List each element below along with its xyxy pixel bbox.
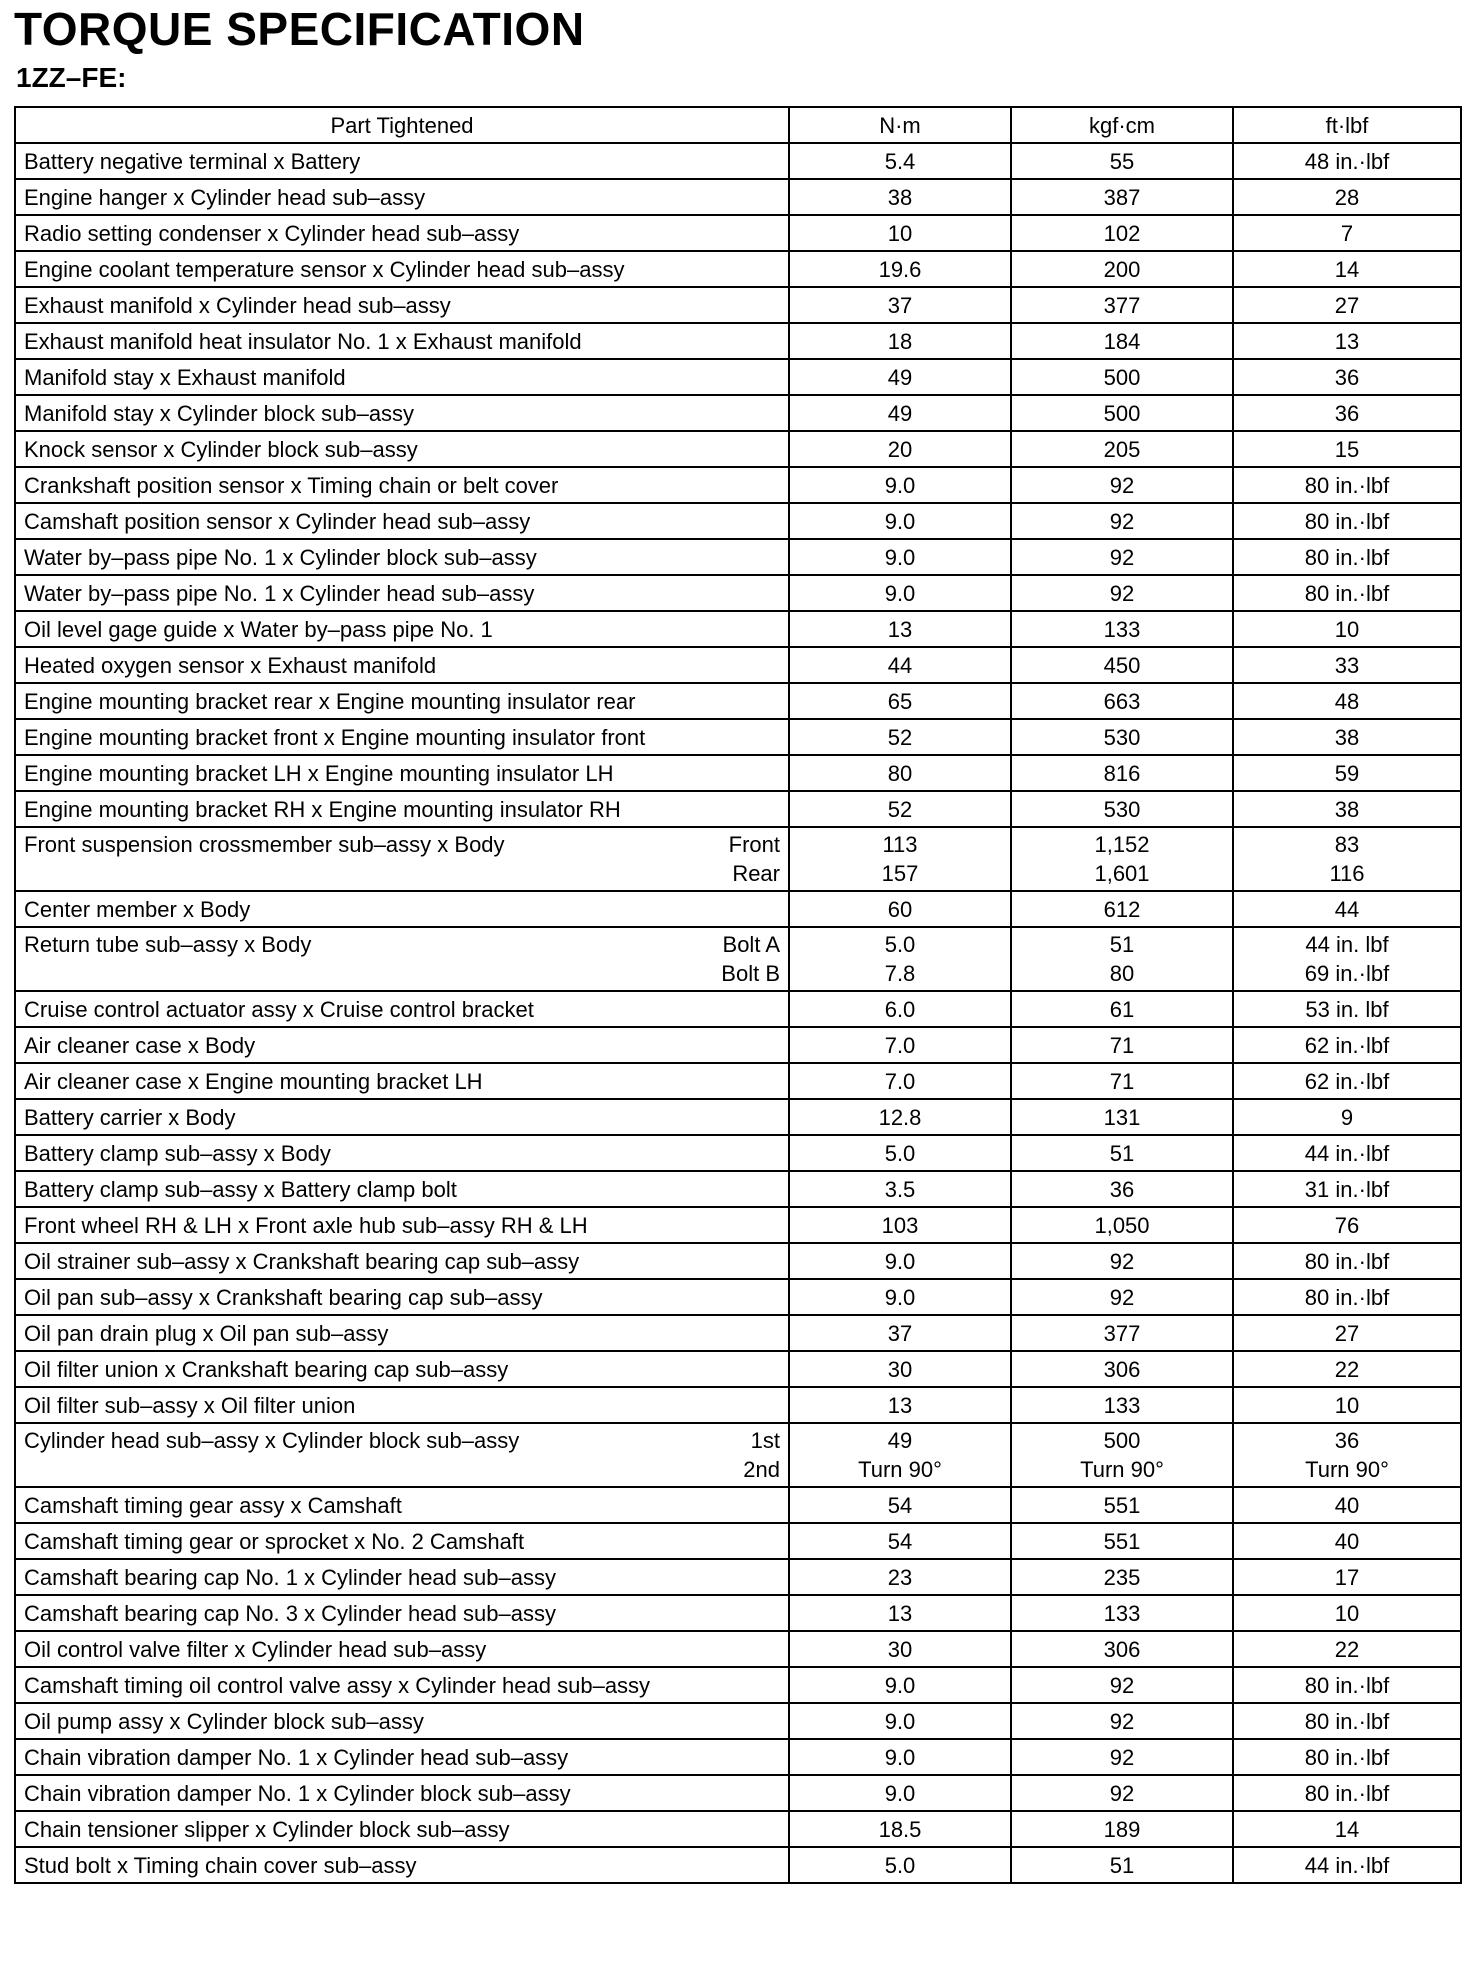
ft-lbf-value: 38 (1233, 719, 1461, 755)
nm-value: 9.0 (789, 1703, 1011, 1739)
kgf-cm-value: 306 (1011, 1351, 1233, 1387)
sub-condition-label: Rear (732, 861, 780, 886)
part-cell: Exhaust manifold x Cylinder head sub–assy (15, 287, 789, 323)
part-cell: Camshaft timing gear assy x Camshaft (15, 1487, 789, 1523)
part-cell: Oil pump assy x Cylinder block sub–assy (15, 1703, 789, 1739)
ft-lbf-value: 80 in.·lbf (1233, 1703, 1461, 1739)
kgf-cm-value: 92 (1011, 539, 1233, 575)
kgf-cm-value: 61 (1011, 991, 1233, 1027)
nm-value: 20 (789, 431, 1011, 467)
kgf-cm-value: 1,050 (1011, 1207, 1233, 1243)
kgf-cm-value: 102 (1011, 215, 1233, 251)
nm-value: 54 (789, 1487, 1011, 1523)
part-cell: Air cleaner case x Engine mounting bracket LH (15, 1063, 789, 1099)
part-cell: Engine mounting bracket RH x Engine mounting insulator RH (15, 791, 789, 827)
table-row (15, 611, 1461, 647)
part-cell: Engine hanger x Cylinder head sub–assy (15, 179, 789, 215)
nm-value (789, 1423, 1011, 1487)
part-cell: Center member x Body (15, 891, 789, 927)
part-wrapper (24, 930, 780, 988)
nm-value: 3.5 (789, 1171, 1011, 1207)
table-row (15, 179, 1461, 215)
part-cell: Oil pan sub–assy x Crankshaft bearing cap sub–assy (15, 1279, 789, 1315)
nm-value: 12.8 (789, 1099, 1011, 1135)
ft-lbf-value: 44 in.·lbf (1233, 1135, 1461, 1171)
ft-lbf-value-line: 69 in.·lbf (1304, 961, 1390, 986)
ft-lbf-value-line: 83 (1334, 832, 1360, 857)
table-row (15, 791, 1461, 827)
ft-lbf-value: 59 (1233, 755, 1461, 791)
ft-lbf-value: 9 (1233, 1099, 1461, 1135)
kgf-cm-value: 92 (1011, 503, 1233, 539)
table-row (15, 719, 1461, 755)
table-row (15, 1811, 1461, 1847)
kgf-cm-value: 92 (1011, 1739, 1233, 1775)
ft-lbf-value: 62 in.·lbf (1233, 1027, 1461, 1063)
nm-value: 44 (789, 647, 1011, 683)
ft-lbf-value: 80 in.·lbf (1233, 1243, 1461, 1279)
sub-condition-label: 2nd (743, 1457, 780, 1482)
table-row (15, 1631, 1461, 1667)
nm-value: 9.0 (789, 1739, 1011, 1775)
ft-lbf-value: 15 (1233, 431, 1461, 467)
table-row (15, 467, 1461, 503)
kgf-cm-value: 133 (1011, 1595, 1233, 1631)
nm-value: 49 (789, 359, 1011, 395)
sub-condition-label: Front (728, 832, 780, 857)
table-row (15, 1243, 1461, 1279)
table-row (15, 1775, 1461, 1811)
nm-value: 52 (789, 719, 1011, 755)
part-cell: Oil level gage guide x Water by–pass pipe No. 1 (15, 611, 789, 647)
table-row (15, 1487, 1461, 1523)
table-row (15, 359, 1461, 395)
kgf-cm-value: 55 (1011, 143, 1233, 179)
part-cell: Engine mounting bracket rear x Engine mounting insulator rear (15, 683, 789, 719)
part-name: Cylinder head sub–assy x Cylinder block sub–assy (24, 1428, 520, 1453)
ft-lbf-value: 10 (1233, 611, 1461, 647)
nm-value-line: 49 (887, 1428, 913, 1453)
part-cell: Battery carrier x Body (15, 1099, 789, 1135)
part-cell (15, 1423, 789, 1487)
ft-lbf-value: 80 in.·lbf (1233, 539, 1461, 575)
table-row (15, 1279, 1461, 1315)
table-row (15, 1387, 1461, 1423)
kgf-cm-value: 450 (1011, 647, 1233, 683)
nm-value: 19.6 (789, 251, 1011, 287)
part-cell: Manifold stay x Exhaust manifold (15, 359, 789, 395)
nm-value: 23 (789, 1559, 1011, 1595)
ft-lbf-value: 80 in.·lbf (1233, 1667, 1461, 1703)
ft-lbf-value: 48 (1233, 683, 1461, 719)
table-row (15, 1523, 1461, 1559)
kgf-cm-value: 184 (1011, 323, 1233, 359)
part-wrapper (24, 1426, 780, 1484)
table-row (15, 1027, 1461, 1063)
kgf-cm-value: 500 (1011, 395, 1233, 431)
part-cell: Radio setting condenser x Cylinder head sub–assy (15, 215, 789, 251)
part-cell: Oil strainer sub–assy x Crankshaft bearing cap sub–assy (15, 1243, 789, 1279)
kgf-cm-value: 612 (1011, 891, 1233, 927)
nm-value: 103 (789, 1207, 1011, 1243)
kgf-cm-value: 205 (1011, 431, 1233, 467)
part-name: Front suspension crossmember sub–assy x Body (24, 832, 505, 857)
table-row (15, 1099, 1461, 1135)
nm-value: 9.0 (789, 467, 1011, 503)
nm-value: 9.0 (789, 575, 1011, 611)
kgf-cm-value: 387 (1011, 179, 1233, 215)
ft-lbf-value: 10 (1233, 1387, 1461, 1423)
kgf-cm-value: 92 (1011, 1703, 1233, 1739)
table-row (15, 991, 1461, 1027)
part-cell: Oil control valve filter x Cylinder head sub–assy (15, 1631, 789, 1667)
ft-lbf-value: 76 (1233, 1207, 1461, 1243)
table-row (15, 1135, 1461, 1171)
nm-value-line: 113 (882, 832, 918, 857)
ft-lbf-value: 27 (1233, 287, 1461, 323)
part-cell: Manifold stay x Cylinder block sub–assy (15, 395, 789, 431)
table-row (15, 1207, 1461, 1243)
part-cell: Oil pan drain plug x Oil pan sub–assy (15, 1315, 789, 1351)
ft-lbf-value: 14 (1233, 1811, 1461, 1847)
kgf-cm-value: 133 (1011, 1387, 1233, 1423)
kgf-cm-value: 71 (1011, 1063, 1233, 1099)
table-row (15, 1703, 1461, 1739)
nm-value: 80 (789, 755, 1011, 791)
page-title: TORQUE SPECIFICATION (14, 3, 585, 55)
table-row (15, 395, 1461, 431)
ft-lbf-value: 80 in.·lbf (1233, 1775, 1461, 1811)
ft-lbf-value-line: 36 (1334, 1428, 1360, 1453)
table-row (15, 1315, 1461, 1351)
ft-lbf-value: 53 in. lbf (1233, 991, 1461, 1027)
table-header-row (15, 107, 1461, 143)
ft-lbf-value: 44 in.·lbf (1233, 1847, 1461, 1883)
table-row (15, 1559, 1461, 1595)
table-row (15, 1171, 1461, 1207)
part-cell: Camshaft bearing cap No. 1 x Cylinder head sub–assy (15, 1559, 789, 1595)
part-cell: Battery clamp sub–assy x Battery clamp bolt (15, 1171, 789, 1207)
part-cell: Engine mounting bracket LH x Engine mounting insulator LH (15, 755, 789, 791)
nm-value: 30 (789, 1351, 1011, 1387)
kgf-cm-value (1011, 927, 1233, 991)
kgf-cm-value: 200 (1011, 251, 1233, 287)
kgf-cm-value: 816 (1011, 755, 1233, 791)
part-cell: Engine coolant temperature sensor x Cylinder head sub–assy (15, 251, 789, 287)
ft-lbf-value: 38 (1233, 791, 1461, 827)
part-cell: Chain tensioner slipper x Cylinder block sub–assy (15, 1811, 789, 1847)
nm-value: 18 (789, 323, 1011, 359)
table-row (15, 827, 1461, 891)
ft-lbf-value (1233, 1423, 1461, 1487)
kgf-cm-value-line: 51 (1109, 932, 1135, 957)
table-row (15, 503, 1461, 539)
nm-value (789, 827, 1011, 891)
nm-value: 30 (789, 1631, 1011, 1667)
part-cell: Oil filter sub–assy x Oil filter union (15, 1387, 789, 1423)
ft-lbf-value: 62 in.·lbf (1233, 1063, 1461, 1099)
ft-lbf-value: 22 (1233, 1351, 1461, 1387)
nm-value: 5.4 (789, 143, 1011, 179)
kgf-cm-value: 71 (1011, 1027, 1233, 1063)
part-cell: Heated oxygen sensor x Exhaust manifold (15, 647, 789, 683)
table-row (15, 1847, 1461, 1883)
ft-lbf-value: 13 (1233, 323, 1461, 359)
kgf-cm-value: 551 (1011, 1487, 1233, 1523)
table-row (15, 1595, 1461, 1631)
part-cell: Air cleaner case x Body (15, 1027, 789, 1063)
ft-lbf-value: 10 (1233, 1595, 1461, 1631)
header-ft-lbf: ft·lbf (1233, 107, 1461, 143)
table-body (15, 143, 1461, 1883)
kgf-cm-value (1011, 1423, 1233, 1487)
part-cell: Water by–pass pipe No. 1 x Cylinder head sub–assy (15, 575, 789, 611)
kgf-cm-value: 51 (1011, 1135, 1233, 1171)
ft-lbf-value: 33 (1233, 647, 1461, 683)
nm-value: 9.0 (789, 1243, 1011, 1279)
table-row (15, 755, 1461, 791)
part-cell: Exhaust manifold heat insulator No. 1 x Exhaust manifold (15, 323, 789, 359)
table-row (15, 1351, 1461, 1387)
nm-value-line: 7.8 (884, 961, 916, 986)
nm-value: 5.0 (789, 1847, 1011, 1883)
kgf-cm-value: 133 (1011, 611, 1233, 647)
nm-value-line: 157 (881, 861, 919, 886)
nm-value: 10 (789, 215, 1011, 251)
kgf-cm-value: 530 (1011, 791, 1233, 827)
kgf-cm-value-line: 80 (1109, 961, 1135, 986)
nm-value-line: 5.0 (884, 932, 916, 957)
nm-value: 9.0 (789, 1775, 1011, 1811)
ft-lbf-value: 28 (1233, 179, 1461, 215)
kgf-cm-value: 131 (1011, 1099, 1233, 1135)
kgf-cm-value: 92 (1011, 1243, 1233, 1279)
table-row (15, 647, 1461, 683)
table-row (15, 251, 1461, 287)
kgf-cm-value: 36 (1011, 1171, 1233, 1207)
nm-value: 37 (789, 287, 1011, 323)
part-cell: Camshaft bearing cap No. 3 x Cylinder head sub–assy (15, 1595, 789, 1631)
nm-value: 9.0 (789, 1667, 1011, 1703)
part-cell: Battery clamp sub–assy x Body (15, 1135, 789, 1171)
kgf-cm-value: 530 (1011, 719, 1233, 755)
kgf-cm-value: 663 (1011, 683, 1233, 719)
nm-value (789, 927, 1011, 991)
kgf-cm-value: 51 (1011, 1847, 1233, 1883)
ft-lbf-value-line: Turn 90° (1305, 1457, 1389, 1482)
part-cell (15, 827, 789, 891)
nm-value: 38 (789, 179, 1011, 215)
table-row (15, 143, 1461, 179)
part-cell: Knock sensor x Cylinder block sub–assy (15, 431, 789, 467)
ft-lbf-value: 7 (1233, 215, 1461, 251)
nm-value: 65 (789, 683, 1011, 719)
ft-lbf-value: 40 (1233, 1523, 1461, 1559)
nm-value: 13 (789, 1595, 1011, 1631)
nm-value: 5.0 (789, 1135, 1011, 1171)
ft-lbf-value: 80 in.·lbf (1233, 503, 1461, 539)
sub-condition-label: Bolt B (721, 961, 780, 986)
nm-value: 9.0 (789, 503, 1011, 539)
part-cell: Camshaft position sensor x Cylinder head sub–assy (15, 503, 789, 539)
table-row (15, 575, 1461, 611)
table-row (15, 323, 1461, 359)
nm-value: 60 (789, 891, 1011, 927)
part-wrapper (24, 830, 780, 888)
nm-value: 9.0 (789, 1279, 1011, 1315)
nm-value: 13 (789, 611, 1011, 647)
table-row (15, 431, 1461, 467)
kgf-cm-value-line: Turn 90° (1080, 1457, 1164, 1482)
part-cell: Stud bolt x Timing chain cover sub–assy (15, 1847, 789, 1883)
part-cell: Engine mounting bracket front x Engine mounting insulator front (15, 719, 789, 755)
kgf-cm-value (1011, 827, 1233, 891)
kgf-cm-value: 92 (1011, 1775, 1233, 1811)
nm-value: 6.0 (789, 991, 1011, 1027)
kgf-cm-value-line: 1,601 (1094, 861, 1150, 886)
part-cell: Chain vibration damper No. 1 x Cylinder head sub–assy (15, 1739, 789, 1775)
kgf-cm-value: 306 (1011, 1631, 1233, 1667)
table-row (15, 215, 1461, 251)
ft-lbf-value: 31 in.·lbf (1233, 1171, 1461, 1207)
ft-lbf-value: 36 (1233, 359, 1461, 395)
sub-condition-label: Bolt A (722, 932, 780, 957)
ft-lbf-value-line: 116 (1329, 861, 1365, 886)
ft-lbf-value: 80 in.·lbf (1233, 1279, 1461, 1315)
nm-value: 54 (789, 1523, 1011, 1559)
nm-value: 37 (789, 1315, 1011, 1351)
ft-lbf-value: 22 (1233, 1631, 1461, 1667)
ft-lbf-value: 40 (1233, 1487, 1461, 1523)
kgf-cm-value: 189 (1011, 1811, 1233, 1847)
part-name: Return tube sub–assy x Body (24, 932, 312, 957)
kgf-cm-value: 377 (1011, 287, 1233, 323)
torque-spec-table (14, 106, 1462, 1884)
kgf-cm-value: 92 (1011, 467, 1233, 503)
nm-value: 18.5 (789, 1811, 1011, 1847)
ft-lbf-value: 80 in.·lbf (1233, 1739, 1461, 1775)
table-row (15, 1423, 1461, 1487)
ft-lbf-value: 80 in.·lbf (1233, 467, 1461, 503)
nm-value: 52 (789, 791, 1011, 827)
ft-lbf-value: 17 (1233, 1559, 1461, 1595)
header-kgf-cm: kgf·cm (1011, 107, 1233, 143)
table-row (15, 1667, 1461, 1703)
nm-value: 9.0 (789, 539, 1011, 575)
sub-condition-label: 1st (750, 1428, 780, 1453)
table-row (15, 1063, 1461, 1099)
table-row (15, 287, 1461, 323)
part-cell: Oil filter union x Crankshaft bearing cap sub–assy (15, 1351, 789, 1387)
sub-conditions (721, 930, 780, 988)
part-cell: Camshaft timing oil control valve assy x Cylinder head sub–assy (15, 1667, 789, 1703)
nm-value: 49 (789, 395, 1011, 431)
header-part-tightened: Part Tightened (15, 107, 789, 143)
header-nm: N·m (789, 107, 1011, 143)
ft-lbf-value (1233, 927, 1461, 991)
part-cell: Front wheel RH & LH x Front axle hub sub–assy RH & LH (15, 1207, 789, 1243)
ft-lbf-value: 36 (1233, 395, 1461, 431)
part-cell: Cruise control actuator assy x Cruise control bracket (15, 991, 789, 1027)
engine-code-subtitle: 1ZZ–FE: (16, 62, 127, 93)
part-cell: Battery negative terminal x Battery (15, 143, 789, 179)
table-row (15, 891, 1461, 927)
kgf-cm-value: 92 (1011, 1667, 1233, 1703)
ft-lbf-value: 27 (1233, 1315, 1461, 1351)
kgf-cm-value: 92 (1011, 1279, 1233, 1315)
table-row (15, 1739, 1461, 1775)
table-row (15, 927, 1461, 991)
kgf-cm-value: 377 (1011, 1315, 1233, 1351)
kgf-cm-value-line: 500 (1103, 1428, 1141, 1453)
part-cell (15, 927, 789, 991)
kgf-cm-value: 551 (1011, 1523, 1233, 1559)
ft-lbf-value: 80 in.·lbf (1233, 575, 1461, 611)
table-row (15, 539, 1461, 575)
ft-lbf-value: 14 (1233, 251, 1461, 287)
nm-value: 13 (789, 1387, 1011, 1423)
kgf-cm-value-line: 1,152 (1094, 832, 1150, 857)
part-cell: Water by–pass pipe No. 1 x Cylinder block sub–assy (15, 539, 789, 575)
part-cell: Camshaft timing gear or sprocket x No. 2 Camshaft (15, 1523, 789, 1559)
ft-lbf-value: 44 (1233, 891, 1461, 927)
ft-lbf-value (1233, 827, 1461, 891)
part-cell: Chain vibration damper No. 1 x Cylinder block sub–assy (15, 1775, 789, 1811)
sub-conditions (729, 830, 780, 888)
kgf-cm-value: 92 (1011, 575, 1233, 611)
part-cell: Crankshaft position sensor x Timing chain or belt cover (15, 467, 789, 503)
kgf-cm-value: 235 (1011, 1559, 1233, 1595)
kgf-cm-value: 500 (1011, 359, 1233, 395)
ft-lbf-value: 48 in.·lbf (1233, 143, 1461, 179)
sub-conditions (743, 1426, 780, 1484)
ft-lbf-value-line: 44 in. lbf (1305, 932, 1389, 957)
nm-value-line: Turn 90° (858, 1457, 942, 1482)
nm-value: 7.0 (789, 1063, 1011, 1099)
nm-value: 7.0 (789, 1027, 1011, 1063)
table-row (15, 683, 1461, 719)
